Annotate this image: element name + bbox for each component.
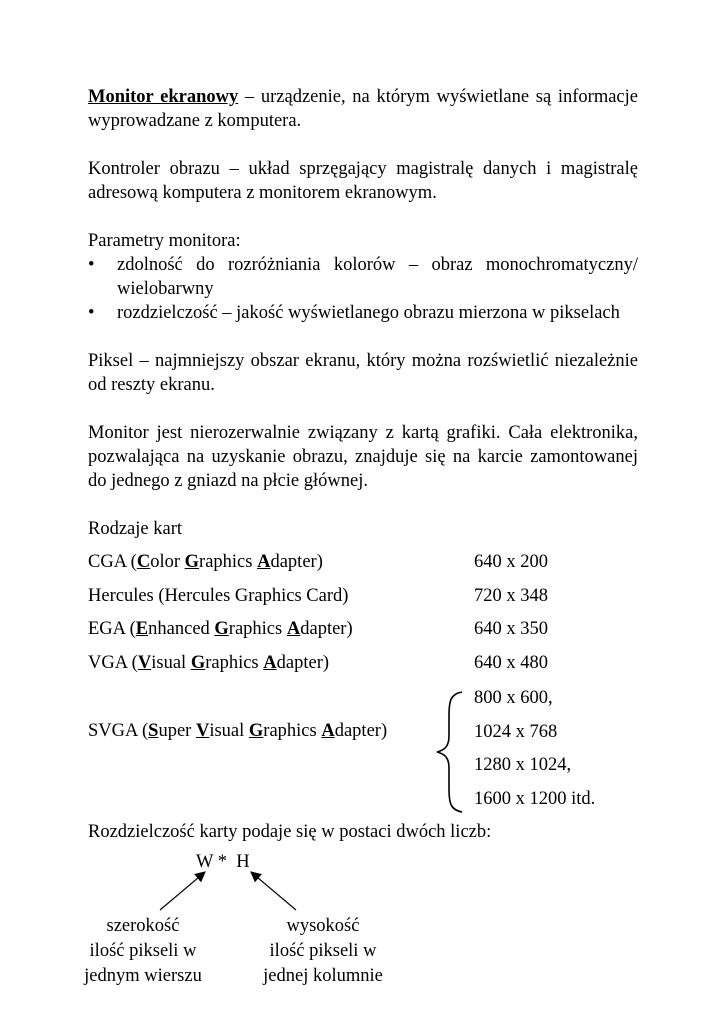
card-resolution: 640 x 480 [474, 652, 548, 673]
monitor-term: Monitor ekranowy [88, 87, 239, 107]
parameter-text: rozdzielczość – jakość wyświetlanego obrazu mierzona w pikselach [117, 303, 620, 323]
formula: W * H [196, 852, 250, 872]
svga-name: SVGA (Super Visual Graphics Adapter) [88, 721, 388, 741]
parameters-heading: Parametry monitora: [88, 231, 241, 251]
bullet-icon: • [88, 303, 95, 323]
parameter-text: zdolność do rozróżniania kolorów – obraz monochromatyczny/ wielobarwny [117, 255, 638, 299]
card-name: EGA (Enhanced Graphics Adapter) [88, 619, 353, 639]
card-name: Hercules (Hercules Graphics Card) [88, 585, 349, 606]
width-label: szerokość ilość pikseli w jednym wierszu [84, 916, 202, 986]
card-resolution: 720 x 348 [474, 585, 548, 606]
monitor-definition-text: – urządzenie, na którym wyświetlane są informacje wyprowadzane z komputera. [88, 87, 638, 131]
width-arrow [160, 872, 205, 910]
pixel-definition: Piksel – najmniejszy obszar ekranu, który można rozświetlić niezależnie od reszty ekranu. [88, 351, 638, 395]
height-label: wysokość ilość pikseli w jednej kolumnie [263, 916, 383, 986]
card-name: CGA (Color Graphics Adapter) [88, 552, 323, 572]
card-types-heading: Rodzaje kart [88, 519, 182, 539]
resolution-note: Rozdzielczość karty podaje się w postaci dwóch liczb: [88, 822, 492, 842]
card-resolution: 640 x 350 [474, 619, 548, 639]
graphics-card-paragraph: Monitor jest nierozerwalnie związany z kartą grafiki. Cała elektronika, pozwalająca na uzyskanie obrazu, znajduje się na karcie zamontowanej do jednego z gniazd na płcie głównej. [88, 423, 638, 491]
card-name: VGA (Visual Graphics Adapter) [88, 652, 330, 673]
svga-resolution: 800 x 600, [474, 688, 553, 708]
svga-resolution: 1280 x 1024, [474, 755, 572, 775]
card-resolution: 640 x 200 [474, 552, 548, 572]
height-arrow [251, 872, 296, 910]
controller-definition: Kontroler obrazu – układ sprzęgający magistralę danych i magistralę adresową komputera z monitorem ekranowym. [88, 159, 638, 203]
bullet-icon: • [88, 255, 95, 275]
svga-resolution: 1600 x 1200 itd. [474, 788, 596, 809]
svga-resolution: 1024 x 768 [474, 721, 558, 742]
